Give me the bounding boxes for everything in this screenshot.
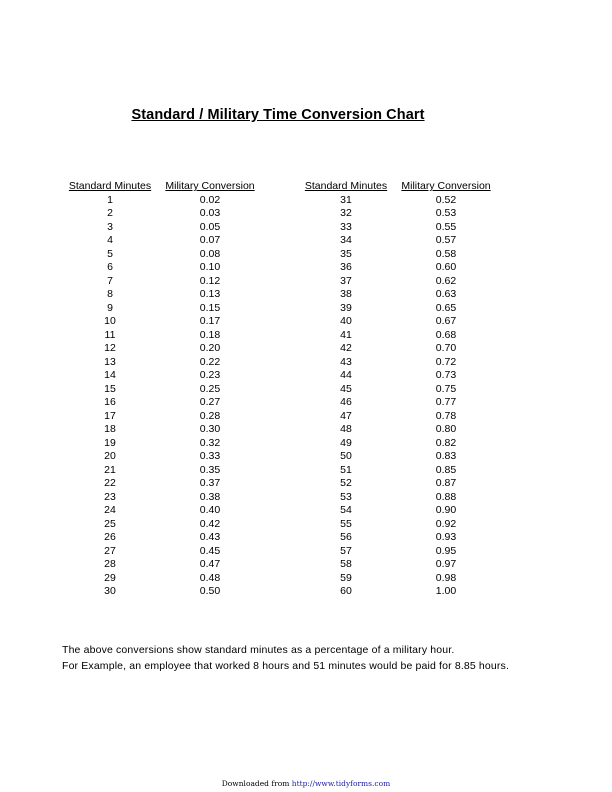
standard-minutes-cell: 13 [104, 355, 116, 368]
standard-minutes-cell: 52 [340, 477, 352, 489]
standard-minutes-cell: 56 [340, 531, 352, 543]
military-conversion-cell: 0.22 [199, 355, 221, 368]
military-conversion-cell: 0.50 [199, 585, 221, 597]
table-row [296, 302, 496, 316]
military-conversion-cell: 0.62 [435, 274, 457, 287]
table-row [296, 288, 496, 302]
military-conversion-cell: 0.27 [199, 396, 221, 408]
standard-minutes-cell: 43 [340, 355, 352, 368]
table-row [60, 518, 260, 532]
military-conversion-cell: 0.58 [435, 247, 457, 260]
table-row [60, 450, 260, 464]
table-row [296, 234, 496, 248]
standard-minutes-cell: 4 [107, 234, 113, 246]
military-conversion-cell: 0.45 [199, 544, 221, 557]
standard-minutes-cell: 58 [340, 558, 352, 570]
standard-minutes-cell: 37 [340, 274, 352, 287]
military-conversion-cell: 0.03 [199, 207, 221, 219]
table-row [296, 437, 496, 451]
military-conversion-cell: 0.98 [435, 571, 457, 584]
table-row [60, 248, 260, 262]
table-row [296, 275, 496, 289]
military-conversion-cell: 0.32 [199, 436, 221, 449]
military-conversion-cell: 0.02 [199, 193, 221, 206]
table-row [296, 410, 496, 424]
standard-minutes-cell: 2 [107, 207, 113, 219]
military-conversion-cell: 0.68 [435, 328, 457, 341]
header-military-conversion: Military Conversion [401, 180, 491, 192]
standard-minutes-cell: 10 [104, 315, 116, 327]
table-body [60, 194, 260, 599]
table-row [296, 504, 496, 518]
standard-minutes-cell: 34 [340, 234, 352, 246]
military-conversion-cell: 0.48 [199, 571, 221, 584]
standard-minutes-cell: 35 [340, 247, 352, 260]
military-conversion-cell: 0.30 [199, 423, 221, 435]
standard-minutes-cell: 6 [107, 261, 113, 273]
military-conversion-cell: 0.82 [435, 436, 457, 449]
standard-minutes-cell: 21 [104, 463, 116, 476]
table-row [296, 396, 496, 410]
standard-minutes-cell: 14 [104, 369, 116, 381]
military-conversion-cell: 0.70 [435, 342, 457, 354]
table-row [60, 464, 260, 478]
military-conversion-cell: 0.97 [435, 558, 457, 570]
table-row [60, 477, 260, 491]
note-line-1: The above conversions show standard minutes as a percentage of a military hour. [62, 644, 455, 656]
table-row [60, 396, 260, 410]
table-row [296, 545, 496, 559]
footer-link[interactable]: http://www.tidyforms.com [291, 779, 391, 788]
standard-minutes-cell: 23 [104, 490, 116, 503]
military-conversion-cell: 0.60 [435, 261, 457, 273]
table-row [60, 423, 260, 437]
standard-minutes-cell: 27 [104, 544, 116, 557]
table-row [296, 477, 496, 491]
table-row [60, 261, 260, 275]
military-conversion-cell: 0.93 [435, 531, 457, 543]
military-conversion-cell: 0.40 [199, 504, 221, 516]
military-conversion-cell: 0.73 [435, 369, 457, 381]
standard-minutes-cell: 5 [107, 247, 113, 260]
table-row [296, 585, 496, 599]
military-conversion-cell: 0.05 [199, 220, 221, 233]
military-conversion-cell: 0.23 [199, 369, 221, 381]
footer-prefix: Downloaded from [221, 779, 292, 788]
military-conversion-cell: 1.00 [435, 585, 457, 597]
military-conversion-cell: 0.15 [199, 301, 221, 314]
military-conversion-cell: 0.95 [435, 544, 457, 557]
standard-minutes-cell: 9 [107, 301, 113, 314]
military-conversion-cell: 0.88 [435, 490, 457, 503]
table-row [60, 572, 260, 586]
table-row [296, 329, 496, 343]
military-conversion-cell: 0.35 [199, 463, 221, 476]
standard-minutes-cell: 16 [104, 396, 116, 408]
standard-minutes-cell: 44 [340, 369, 352, 381]
standard-minutes-cell: 40 [340, 315, 352, 327]
military-conversion-cell: 0.77 [435, 396, 457, 408]
table-row [60, 437, 260, 451]
military-conversion-cell: 0.90 [435, 504, 457, 516]
military-conversion-cell: 0.63 [435, 288, 457, 300]
table-row [60, 504, 260, 518]
military-conversion-cell: 0.78 [435, 409, 457, 422]
table-row [296, 207, 496, 221]
table-row [296, 261, 496, 275]
standard-minutes-cell: 53 [340, 490, 352, 503]
standard-minutes-cell: 28 [104, 558, 116, 570]
table-row [296, 572, 496, 586]
standard-minutes-cell: 39 [340, 301, 352, 314]
table-row [296, 194, 496, 208]
explanation-note [62, 643, 509, 674]
table-row [296, 342, 496, 356]
table-row [296, 518, 496, 532]
note-line-2: For Example, an employee that worked 8 hours and 51 minutes would be paid for 8.85 hours. [62, 659, 510, 672]
military-conversion-cell: 0.33 [199, 450, 221, 462]
standard-minutes-cell: 30 [104, 585, 116, 597]
table-row [296, 369, 496, 383]
standard-minutes-cell: 11 [104, 328, 116, 341]
military-conversion-cell: 0.65 [435, 301, 457, 314]
standard-minutes-cell: 31 [340, 193, 352, 206]
standard-minutes-cell: 59 [340, 571, 352, 584]
military-conversion-cell: 0.12 [199, 274, 221, 287]
military-conversion-cell: 0.38 [199, 490, 221, 503]
military-conversion-cell: 0.75 [435, 382, 457, 395]
table-row [296, 315, 496, 329]
standard-minutes-cell: 51 [340, 463, 352, 476]
military-conversion-cell: 0.07 [199, 234, 221, 246]
military-conversion-cell: 0.72 [435, 355, 457, 368]
standard-minutes-cell: 41 [340, 328, 352, 341]
military-conversion-cell: 0.85 [435, 463, 457, 476]
military-conversion-cell: 0.18 [199, 328, 221, 341]
table-row [296, 356, 496, 370]
standard-minutes-cell: 26 [104, 531, 116, 543]
standard-minutes-cell: 49 [340, 436, 352, 449]
military-conversion-cell: 0.37 [199, 477, 221, 489]
military-conversion-cell: 0.83 [435, 450, 457, 462]
military-conversion-cell: 0.20 [199, 342, 221, 354]
table-row [60, 234, 260, 248]
military-conversion-cell: 0.08 [199, 247, 221, 260]
table-body [296, 194, 496, 599]
header-standard-minutes: Standard Minutes [68, 180, 152, 192]
military-conversion-cell: 0.42 [199, 517, 221, 530]
military-conversion-cell: 0.87 [435, 477, 457, 489]
standard-minutes-cell: 38 [340, 288, 352, 300]
table-row [296, 558, 496, 572]
table-row [296, 221, 496, 235]
table-row [60, 207, 260, 221]
table-row [296, 491, 496, 505]
table-row [296, 423, 496, 437]
standard-minutes-cell: 22 [104, 477, 116, 489]
standard-minutes-cell: 18 [104, 423, 116, 435]
standard-minutes-cell: 55 [340, 517, 352, 530]
table-row [60, 221, 260, 235]
military-conversion-cell: 0.25 [199, 382, 221, 395]
table-row [296, 383, 496, 397]
header-military-conversion: Military Conversion [165, 180, 255, 192]
table-row [60, 288, 260, 302]
standard-minutes-cell: 17 [104, 409, 116, 422]
military-conversion-cell: 0.43 [199, 531, 221, 543]
military-conversion-cell: 0.10 [199, 261, 221, 273]
table-row [60, 545, 260, 559]
standard-minutes-cell: 33 [340, 220, 352, 233]
page-title: Standard / Military Time Conversion Chart [131, 107, 425, 123]
table-row [296, 248, 496, 262]
military-conversion-cell: 0.67 [435, 315, 457, 327]
table-row [60, 356, 260, 370]
standard-minutes-cell: 15 [104, 382, 116, 395]
military-conversion-cell: 0.53 [435, 207, 457, 219]
standard-minutes-cell: 29 [104, 571, 116, 584]
standard-minutes-cell: 8 [107, 288, 113, 300]
table-row [60, 329, 260, 343]
standard-minutes-cell: 25 [104, 517, 116, 530]
table-row [60, 558, 260, 572]
standard-minutes-cell: 1 [107, 193, 113, 206]
military-conversion-cell: 0.17 [199, 315, 221, 327]
table-row [60, 194, 260, 208]
standard-minutes-cell: 42 [340, 342, 352, 354]
standard-minutes-cell: 24 [104, 504, 116, 516]
table-row [60, 342, 260, 356]
table-header-row [60, 180, 260, 194]
standard-minutes-cell: 47 [340, 409, 352, 422]
table-row [60, 275, 260, 289]
standard-minutes-cell: 3 [107, 220, 113, 233]
table-row [296, 450, 496, 464]
standard-minutes-cell: 7 [107, 274, 113, 287]
table-row [60, 491, 260, 505]
military-conversion-cell: 0.55 [435, 220, 457, 233]
military-conversion-cell: 0.28 [199, 409, 221, 422]
table-row [60, 302, 260, 316]
table-row [296, 464, 496, 478]
military-conversion-cell: 0.47 [199, 558, 221, 570]
table-row [296, 531, 496, 545]
table-row [60, 383, 260, 397]
table-row [60, 410, 260, 424]
standard-minutes-cell: 36 [340, 261, 352, 273]
standard-minutes-cell: 12 [104, 342, 116, 354]
standard-minutes-cell: 46 [340, 396, 352, 408]
military-conversion-cell: 0.92 [435, 517, 457, 530]
table-row [60, 369, 260, 383]
standard-minutes-cell: 60 [340, 585, 352, 597]
table-row [60, 531, 260, 545]
conversion-table-right [296, 180, 496, 599]
standard-minutes-cell: 20 [104, 450, 116, 462]
conversion-table-left [60, 180, 260, 599]
military-conversion-cell: 0.80 [435, 423, 457, 435]
header-standard-minutes: Standard Minutes [304, 180, 388, 192]
standard-minutes-cell: 50 [340, 450, 352, 462]
standard-minutes-cell: 45 [340, 382, 352, 395]
military-conversion-cell: 0.52 [435, 193, 457, 206]
standard-minutes-cell: 48 [340, 423, 352, 435]
military-conversion-cell: 0.57 [435, 234, 457, 246]
standard-minutes-cell: 54 [340, 504, 352, 516]
standard-minutes-cell: 32 [340, 207, 352, 219]
table-header-row [296, 180, 496, 194]
table-row [60, 315, 260, 329]
standard-minutes-cell: 19 [104, 436, 116, 449]
download-footer [0, 779, 612, 788]
standard-minutes-cell: 57 [340, 544, 352, 557]
military-conversion-cell: 0.13 [199, 288, 221, 300]
table-row [60, 585, 260, 599]
